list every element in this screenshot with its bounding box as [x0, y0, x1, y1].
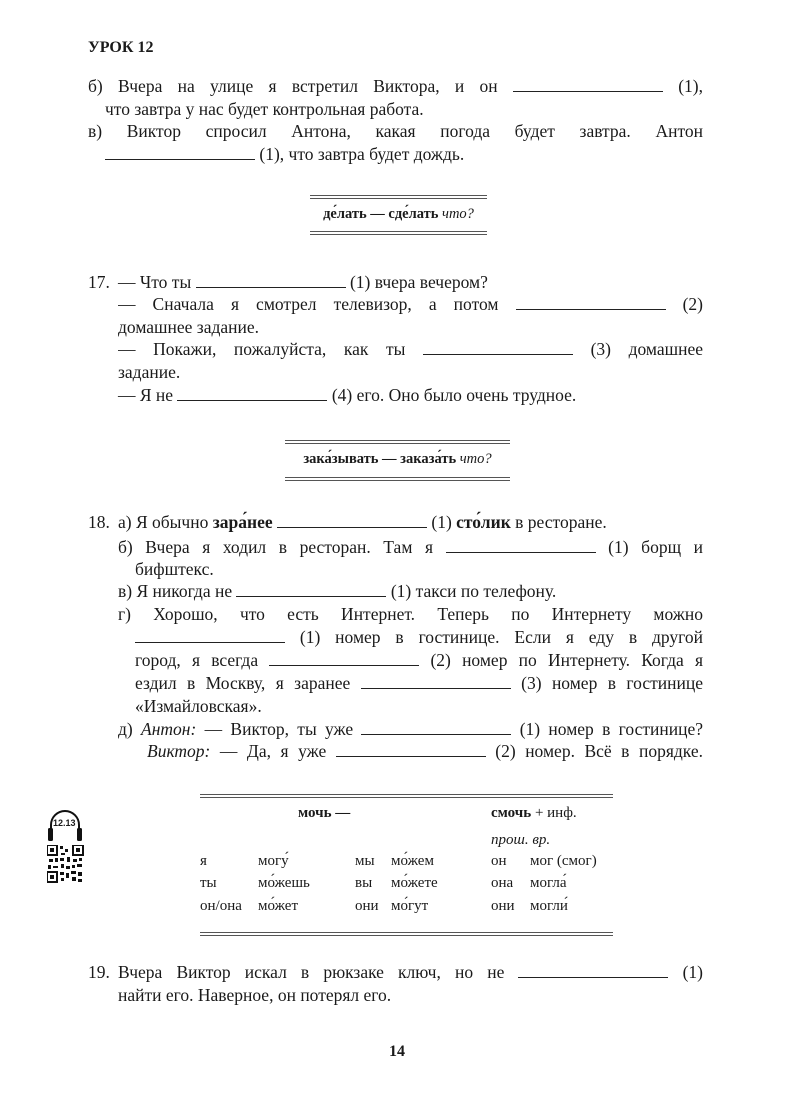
table-cell: они: [355, 898, 379, 914]
text-line: [147, 740, 703, 763]
text-segment: (1): [427, 512, 457, 532]
text-segment: (3) номер в гостинице: [510, 673, 703, 693]
qr-code-icon[interactable]: [47, 845, 84, 883]
exercise-number: 18.: [88, 512, 110, 532]
text-line: [88, 75, 703, 98]
text-segment: Антон:: [141, 719, 197, 739]
text-segment: домашнее задание.: [118, 317, 260, 337]
table-cell: она: [491, 875, 514, 891]
text-segment: бифштекс.: [135, 559, 214, 579]
exercise-number: 17.: [88, 272, 110, 292]
text-segment: (1) борщ и: [595, 537, 703, 557]
table-cell: они: [491, 898, 515, 914]
text-line: [118, 511, 607, 534]
text-segment: в) Виктор спросил Антона, какая погода будет завтра. Антон: [88, 121, 703, 141]
text-line: [118, 384, 576, 407]
table-head-smoch: [491, 805, 577, 822]
text-line: [118, 536, 703, 559]
text-segment: (2) номер по Интернету. Когда я: [419, 650, 703, 670]
answer-blank[interactable]: [196, 272, 346, 288]
divider: [200, 794, 613, 798]
text-segment: в) Я никогда не: [118, 581, 237, 601]
text-line: [118, 603, 703, 626]
table-cell: ты: [200, 875, 217, 891]
verb-box-zakazyvat: [275, 451, 520, 468]
text-line: [135, 626, 703, 649]
text-line: [118, 984, 391, 1007]
table-cell: мы: [355, 853, 375, 869]
text-segment: б) Вчера я ходил в ресторан. Там я: [118, 537, 446, 557]
text-segment: — Сначала я смотрел телевизор, а потом: [118, 294, 516, 314]
text-segment: — Что ты: [118, 272, 196, 292]
table-cell: мо́жем: [391, 853, 434, 869]
text-segment: (1): [668, 962, 703, 982]
table-cell: могла́: [530, 875, 567, 891]
table-cell: мо́жешь: [258, 875, 310, 891]
exercise-number: 19.: [88, 962, 110, 982]
text-line: [118, 316, 259, 339]
text-segment: (2): [665, 294, 703, 314]
text-segment: «Измайловская».: [135, 696, 262, 716]
text-line: [135, 558, 214, 581]
table-cell: могу́: [258, 853, 289, 869]
text-segment: (1),: [662, 76, 703, 96]
text-segment: город, я всегда: [135, 650, 270, 670]
table-head-moch: мочь —: [298, 805, 351, 821]
answer-blank[interactable]: [361, 673, 511, 689]
divider: [310, 231, 487, 235]
text-segment: сто́лик: [456, 512, 511, 532]
text-line: [118, 718, 703, 741]
verb-question: что?: [459, 451, 492, 467]
text-segment: (1), что завтра будет дождь.: [255, 144, 465, 164]
text-segment: в ресторане.: [510, 512, 607, 532]
answer-blank[interactable]: [518, 962, 668, 978]
text-segment: д): [118, 719, 142, 739]
past-tense-label: прош. вр.: [491, 832, 551, 848]
answer-blank[interactable]: [361, 719, 511, 735]
answer-blank[interactable]: [516, 294, 666, 310]
text-segment: найти его. Наверное, он потерял его.: [118, 985, 392, 1005]
text-segment: (1) номер в гостинице?: [511, 719, 703, 739]
text-segment: а) Я обычно: [118, 512, 213, 532]
text-segment: — Я не: [118, 385, 178, 405]
table-cell: мо́гут: [391, 898, 429, 914]
text-segment: ездил в Москву, я заранее: [135, 673, 361, 693]
answer-blank[interactable]: [269, 650, 419, 666]
text-segment: (4) его. Оно было очень трудное.: [327, 385, 577, 405]
verb-pair: зака́зывать — заказа́ть: [303, 451, 457, 467]
text-segment: Вчера Виктор искал в рюкзаке ключ, но не: [118, 962, 519, 982]
text-line: [135, 695, 262, 718]
verb-question: что?: [442, 206, 474, 222]
table-cell: он/она: [200, 898, 242, 914]
table-cell: мо́жет: [258, 898, 298, 914]
verb-smoch: смочь: [491, 805, 532, 821]
text-segment: — Да, я уже: [210, 741, 336, 761]
audio-track-number: 12.13: [53, 818, 76, 828]
plus-inf: + инф.: [531, 805, 577, 821]
verb-box-delat: [300, 206, 497, 223]
table-cell: мог (смог): [530, 853, 597, 869]
answer-blank[interactable]: [336, 741, 486, 757]
table-cell: мо́жете: [391, 875, 438, 891]
answer-blank[interactable]: [423, 339, 573, 355]
text-line: [135, 672, 703, 695]
divider: [285, 477, 510, 481]
answer-blank[interactable]: [135, 627, 285, 643]
text-segment: (1) вчера вечером?: [345, 272, 488, 292]
text-segment: б) Вчера на улице я встретил Виктора, и он: [88, 76, 513, 96]
text-line: [118, 580, 556, 603]
table-cell: вы: [355, 875, 373, 891]
divider: [310, 195, 487, 199]
text-segment: г) Хорошо, что есть Интернет. Теперь по Интернету можно: [118, 604, 703, 624]
text-segment: (3) домашнее: [572, 339, 703, 359]
text-line: [118, 961, 703, 984]
answer-blank[interactable]: [236, 581, 386, 597]
verb-pair: де́лать — сде́лать: [323, 206, 439, 222]
text-segment: зара́нее: [212, 512, 273, 532]
text-segment: задание.: [118, 362, 181, 382]
text-line: [105, 143, 464, 166]
answer-blank[interactable]: [105, 144, 255, 160]
table-cell: я: [200, 853, 207, 869]
answer-blank[interactable]: [177, 385, 327, 401]
text-line: [135, 649, 703, 672]
answer-blank[interactable]: [277, 512, 427, 528]
text-segment: что завтра у нас будет контрольная работа.: [105, 99, 424, 119]
text-segment: (1) номер в гостинице. Если я еду в другой: [285, 627, 703, 647]
table-cell: могли́: [530, 898, 568, 914]
text-segment: — Виктор, ты уже: [196, 719, 362, 739]
table-cell: он: [491, 853, 507, 869]
text-segment: — Покажи, пожалуйста, как ты: [118, 339, 423, 359]
lesson-header: УРОК 12: [88, 39, 154, 56]
text-segment: Виктор:: [147, 741, 211, 761]
text-line: [88, 120, 703, 143]
text-line: [118, 271, 488, 294]
answer-blank[interactable]: [513, 76, 663, 92]
text-line: [118, 361, 180, 384]
text-line: [118, 338, 703, 361]
answer-blank[interactable]: [446, 537, 596, 553]
text-segment: (2) номер. Всё в порядке.: [485, 741, 703, 761]
divider: [285, 440, 510, 444]
headphones-audio-icon[interactable]: [46, 808, 84, 842]
text-line: [105, 98, 424, 121]
divider: [200, 932, 613, 936]
text-line: [118, 293, 703, 316]
text-segment: (1) такси по телефону.: [386, 581, 557, 601]
page-number: 14: [389, 1043, 405, 1060]
